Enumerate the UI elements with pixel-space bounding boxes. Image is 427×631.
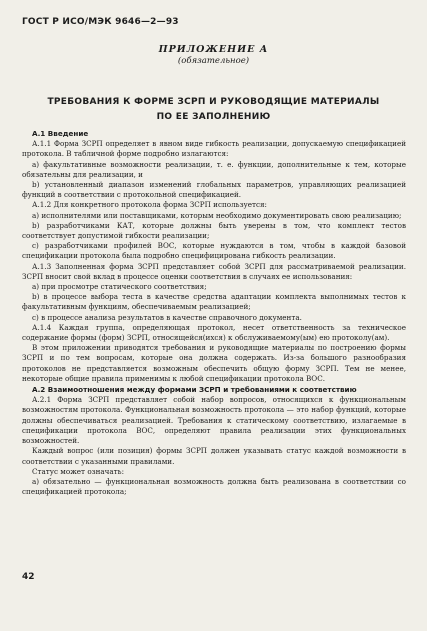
paragraph: Каждый вопрос (или позиция) формы ЗСРП должен указывать статус каждой возможности в соответствии с указанными правилами. xyxy=(22,446,406,466)
paragraph: А.2.1 Форма ЗСРП представляет собой набор вопросов, относящихся к функциональным возможностям протокола. Функциональная возможность протокола — это набор функций, которые должны обеспечиваться реализацией. Требования к статическому соответствию, излагаемые в спецификации протокола ВОС, определяют правила реализации этих функциональных возможностей. xyxy=(22,395,406,446)
body-text xyxy=(22,129,406,497)
paragraph: а) обязательно — функциональная возможность должна быть реализована в соответствии со спецификацией протокола; xyxy=(22,476,406,497)
appendix-subtitle: (обязательное) xyxy=(177,56,250,66)
paragraph: b) разработчиками КАТ, которые должны быть уверены в том, что комплект тестов соответствует допустимой гибкости реализации; xyxy=(22,220,406,241)
paragraph: А.1.3 Заполненная форма ЗСРП представляет собой ЗСРП для рассматриваемой реализации. ЗСРП вносит свой вклад в процессе оценки соответствия в случаях ее использования: xyxy=(22,261,406,281)
paragraph: а) факультативные возможности реализации, т. е. функции, дополнительные к тем, которые обязательны для реализации, и xyxy=(22,159,406,179)
section-title xyxy=(30,95,397,125)
paragraph: а) при просмотре статического соответствия; xyxy=(32,282,207,292)
paragraph: с) разработчиками профилей ВОС, которые нуждаются в том, чтобы в каждой базовой спецификации протокола была подробно специфицирована гибкость реализации. xyxy=(22,241,406,261)
appendix-title: ПРИЛОЖЕНИЕ А xyxy=(158,44,269,55)
subsection-heading: А.2 Взаимоотношения между формами ЗСРП и требованиями к соответствию xyxy=(32,385,357,395)
section-title-line-2: ПО ЕЕ ЗАПОЛНЕНИЮ xyxy=(156,112,271,122)
paragraph: с) в процессе анализа результатов в качестве справочного документа. xyxy=(32,312,302,322)
paragraph: А.1.2 Для конкретного протокола форма ЗСРП используется: xyxy=(32,200,267,210)
paragraph: А.1.4 Каждая группа, определяющая протокол, несет ответственность за техническое содержание формы (форм) ЗСРП, относящейся(ихся) к обслуживаемому(ым) ею протоколу(ам). xyxy=(22,322,406,343)
paragraph: В этом приложении приводятся требования и руководящие материалы по построению формы ЗСРП и по тем вопросам, которые она должна содержать. Из-за большого разнообразия протоколов не представляется возможным обеспечить общую форму ЗСРП. Тем не менее, некоторые общие правила применимы к любой спецификации протокола ВОС. xyxy=(22,343,406,383)
section-title-line-1: ТРЕБОВАНИЯ К ФОРМЕ ЗСРП И РУКОВОДЯЩИЕ МАТЕРИАЛЫ xyxy=(47,97,380,107)
paragraph: Статус может означать: xyxy=(32,466,124,476)
subsection-heading: А.1 Введение xyxy=(32,129,89,138)
standard-header: ГОСТ Р ИСО/МЭК 9646—2—93 xyxy=(22,17,179,27)
paragraph: b) установленный диапазон изменений глобальных параметров, управляющих реализацией функций в соответствии с протокольной спецификацией. xyxy=(22,180,406,200)
paragraph: b) в процессе выбора теста в качестве средства адаптации комплекта выполнимых тестов к факультативным функциям, обеспечиваемым реализацией; xyxy=(22,292,406,312)
paragraph: а) исполнителями или поставщиками, которым необходимо документировать свою реализацию; xyxy=(32,210,402,220)
page-number: 42 xyxy=(22,572,35,582)
paragraph: А.1.1 Форма ЗСРП определяет в явном виде гибкость реализации, допускаемую спецификацией протокола. В табличной форме подробно излагаются: xyxy=(22,139,406,159)
